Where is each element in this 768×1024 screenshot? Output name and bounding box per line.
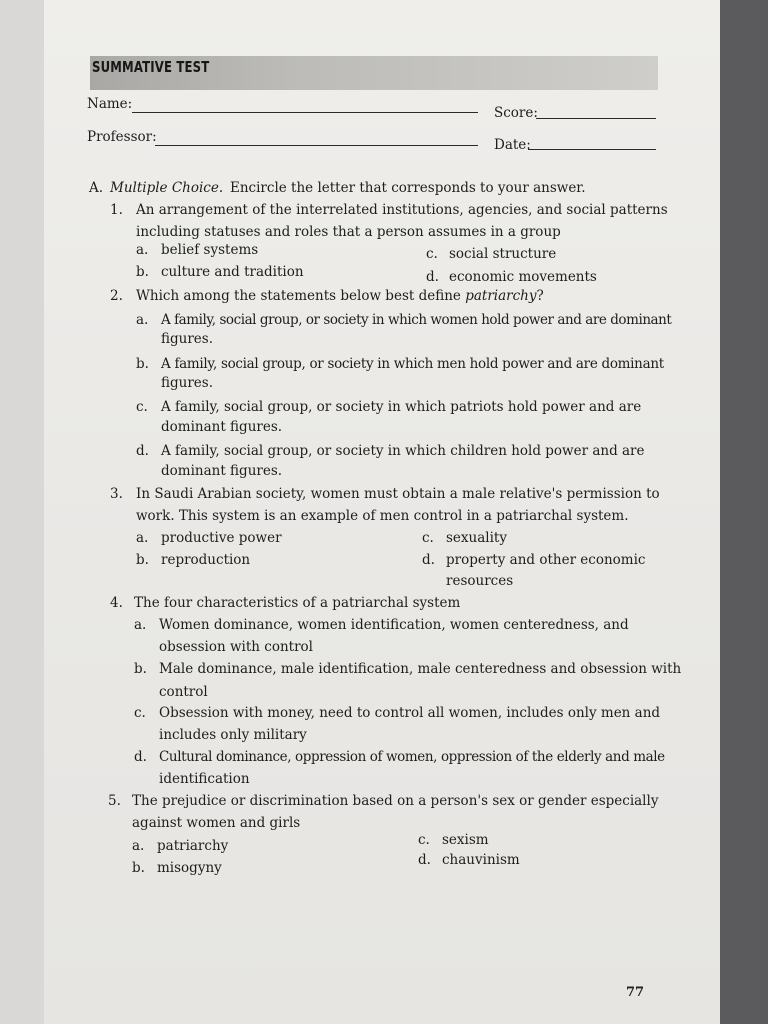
- page-number: 77: [626, 985, 645, 1000]
- choice-text: figures.: [161, 331, 214, 347]
- choice-letter[interactable]: a.: [132, 838, 145, 854]
- question-text: work. This system is an example of men control in a patriarchal system.: [136, 508, 629, 524]
- choice-letter[interactable]: c.: [426, 246, 438, 262]
- choice-text: control: [159, 684, 208, 700]
- professor-blank[interactable]: [155, 145, 478, 146]
- choice-letter[interactable]: a.: [136, 530, 149, 546]
- choice-letter[interactable]: d.: [422, 552, 435, 568]
- score-blank[interactable]: [536, 118, 656, 119]
- question-number: 4.: [110, 595, 123, 611]
- choice-text: obsession with control: [159, 639, 313, 655]
- choice-text: A family, social group, or society in which women hold power and are dominant: [161, 312, 672, 328]
- scan-left-margin: [0, 0, 44, 1024]
- choice-text: property and other economic: [446, 552, 646, 568]
- choice-letter[interactable]: d.: [134, 749, 147, 765]
- choice-text: Women dominance, women identification, women centeredness, and: [159, 617, 629, 633]
- choice-letter[interactable]: d.: [426, 269, 439, 285]
- choice-text: A family, social group, or society in which men hold power and are dominant: [161, 356, 664, 372]
- choice-text: resources: [446, 573, 514, 589]
- question-number: 5.: [108, 793, 121, 809]
- choice-text: sexism: [442, 832, 489, 848]
- question-text: In Saudi Arabian society, women must obtain a male relative's permission to: [136, 486, 660, 502]
- scan-right-edge: [720, 0, 768, 1024]
- choice-text: Male dominance, male identification, male centeredness and obsession with: [159, 661, 682, 677]
- choice-text: A family, social group, or society in which children hold power and are: [161, 443, 645, 459]
- question-text: including statuses and roles that a person assumes in a group: [136, 224, 561, 240]
- question-text: against women and girls: [132, 815, 301, 831]
- choice-text: identification: [159, 771, 250, 787]
- choice-letter[interactable]: d.: [136, 443, 149, 459]
- choice-text: sexuality: [446, 530, 507, 546]
- choice-text: Cultural dominance, oppression of women, oppression of the elderly and male: [159, 749, 665, 765]
- choice-letter[interactable]: a.: [136, 312, 149, 328]
- choice-letter[interactable]: b.: [132, 860, 145, 876]
- choice-text: social structure: [449, 246, 557, 262]
- question-text: Which among the statements below best define patriarchy?: [136, 288, 544, 304]
- test-page: [44, 0, 720, 1024]
- name-label: Name:: [87, 96, 133, 112]
- date-blank[interactable]: [528, 149, 656, 150]
- test-title: SUMMATIVE TEST: [92, 58, 210, 76]
- choice-text: patriarchy: [157, 838, 229, 854]
- question-number: 2.: [110, 288, 123, 304]
- choice-text: misogyny: [157, 860, 222, 876]
- choice-text: figures.: [161, 375, 214, 391]
- choice-text: dominant figures.: [161, 463, 283, 479]
- question-text: The prejudice or discrimination based on a person's sex or gender especially: [132, 793, 659, 809]
- section-instruction: Encircle the letter that corresponds to your answer.: [230, 180, 586, 196]
- choice-text: dominant figures.: [161, 419, 283, 435]
- choice-text: A family, social group, or society in which patriots hold power and are: [161, 399, 642, 415]
- section-letter: A.: [89, 180, 104, 196]
- choice-text: chauvinism: [442, 852, 520, 868]
- choice-text: economic movements: [449, 269, 597, 285]
- choice-letter[interactable]: b.: [136, 356, 149, 372]
- choice-letter[interactable]: c.: [418, 832, 430, 848]
- date-label: Date:: [494, 137, 531, 153]
- choice-text: reproduction: [161, 552, 251, 568]
- question-number: 1.: [110, 202, 123, 218]
- question-text: The four characteristics of a patriarchal system: [134, 595, 461, 611]
- question-text: An arrangement of the interrelated institutions, agencies, and social patterns: [136, 202, 668, 218]
- choice-text: culture and tradition: [161, 264, 304, 280]
- choice-letter[interactable]: c.: [422, 530, 434, 546]
- choice-text: belief systems: [161, 242, 259, 258]
- choice-letter[interactable]: b.: [136, 264, 149, 280]
- section-title: Multiple Choice.: [110, 180, 224, 196]
- professor-label: Professor:: [87, 129, 157, 145]
- choice-text: Obsession with money, need to control all women, includes only men and: [159, 705, 661, 721]
- choice-text: includes only military: [159, 727, 307, 743]
- choice-letter[interactable]: c.: [134, 705, 146, 721]
- choice-text: productive power: [161, 530, 282, 546]
- choice-letter[interactable]: d.: [418, 852, 431, 868]
- choice-letter[interactable]: b.: [136, 552, 149, 568]
- choice-letter[interactable]: a.: [134, 617, 147, 633]
- name-blank[interactable]: [132, 112, 478, 113]
- choice-letter[interactable]: b.: [134, 661, 147, 677]
- choice-letter[interactable]: c.: [136, 399, 148, 415]
- question-number: 3.: [110, 486, 123, 502]
- choice-letter[interactable]: a.: [136, 242, 149, 258]
- score-label: Score:: [494, 105, 538, 121]
